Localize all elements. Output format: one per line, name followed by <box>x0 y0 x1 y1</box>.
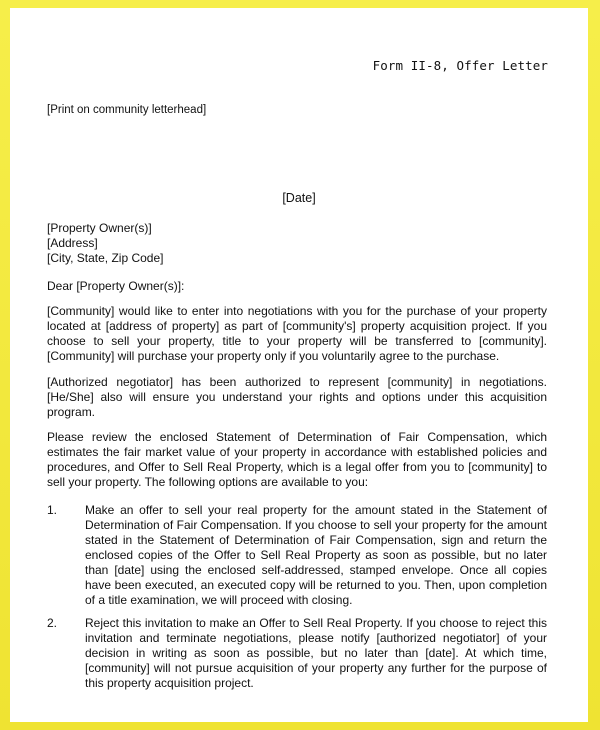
option-text: Reject this invitation to make an Offer to Sell Real Property. If you choose to reject this invitation and terminate negotiations, please notify [authorized negotiator] of your decision in writing as soon as possible, but no later than [date]. At which time, [community] will not pursue acquisition of your property any further for the purpose of this property acquisition project. <box>85 616 547 690</box>
option-number: 2. <box>47 616 58 630</box>
recipient-address <box>47 221 164 266</box>
date-line: [Date] <box>282 191 316 205</box>
recipient-city: [City, State, Zip Code] <box>47 251 164 265</box>
salutation: Dear [Property Owner(s)]: <box>47 279 185 293</box>
option-text: Make an offer to sell your real property for the amount stated in the Statement of Determination of Fair Compensation. If you choose to sell your property for the amount stated in the Statement of Determination of Fair Compensation, sign and return the enclosed copies of the Offer to Sell Real Property as soon as possible, but no later than [date] using the enclosed self-addressed, stamped envelope. Once all copies have been executed, an executed copy will be returned to you. Then, upon completion of a title examination, we will proceed with closing. <box>85 503 547 607</box>
letterhead-note: [Print on community letterhead] <box>47 104 207 116</box>
recipient-name: [Property Owner(s)] <box>47 221 152 235</box>
paragraph-intro: [Community] would like to enter into negotiations with you for the purchase of your property located at [address of property] as part of [community's] property acquisition project. If you choose to sell your property, title to your property will be transferred to [community]. [Community] will purchase your property only if you voluntarily agree to the purchase. <box>47 304 547 363</box>
paragraph-review: Please review the enclosed Statement of Determination of Fair Compensation, which estimates the fair market value of your property in accordance with established policies and procedures, and Offer to Sell Real Property, which is a legal offer from you to [community] to sell your property. The following options are available to you: <box>47 430 547 489</box>
form-title: Form II-8, Offer Letter <box>372 58 548 73</box>
recipient-street: [Address] <box>47 236 98 250</box>
paragraph-negotiator: [Authorized negotiator] has been authorized to represent [community] in negotiations. [He/She] also will ensure you understand your rights and options under this acquisition program. <box>47 375 547 419</box>
option-number: 1. <box>47 503 58 517</box>
document-page <box>10 8 588 722</box>
